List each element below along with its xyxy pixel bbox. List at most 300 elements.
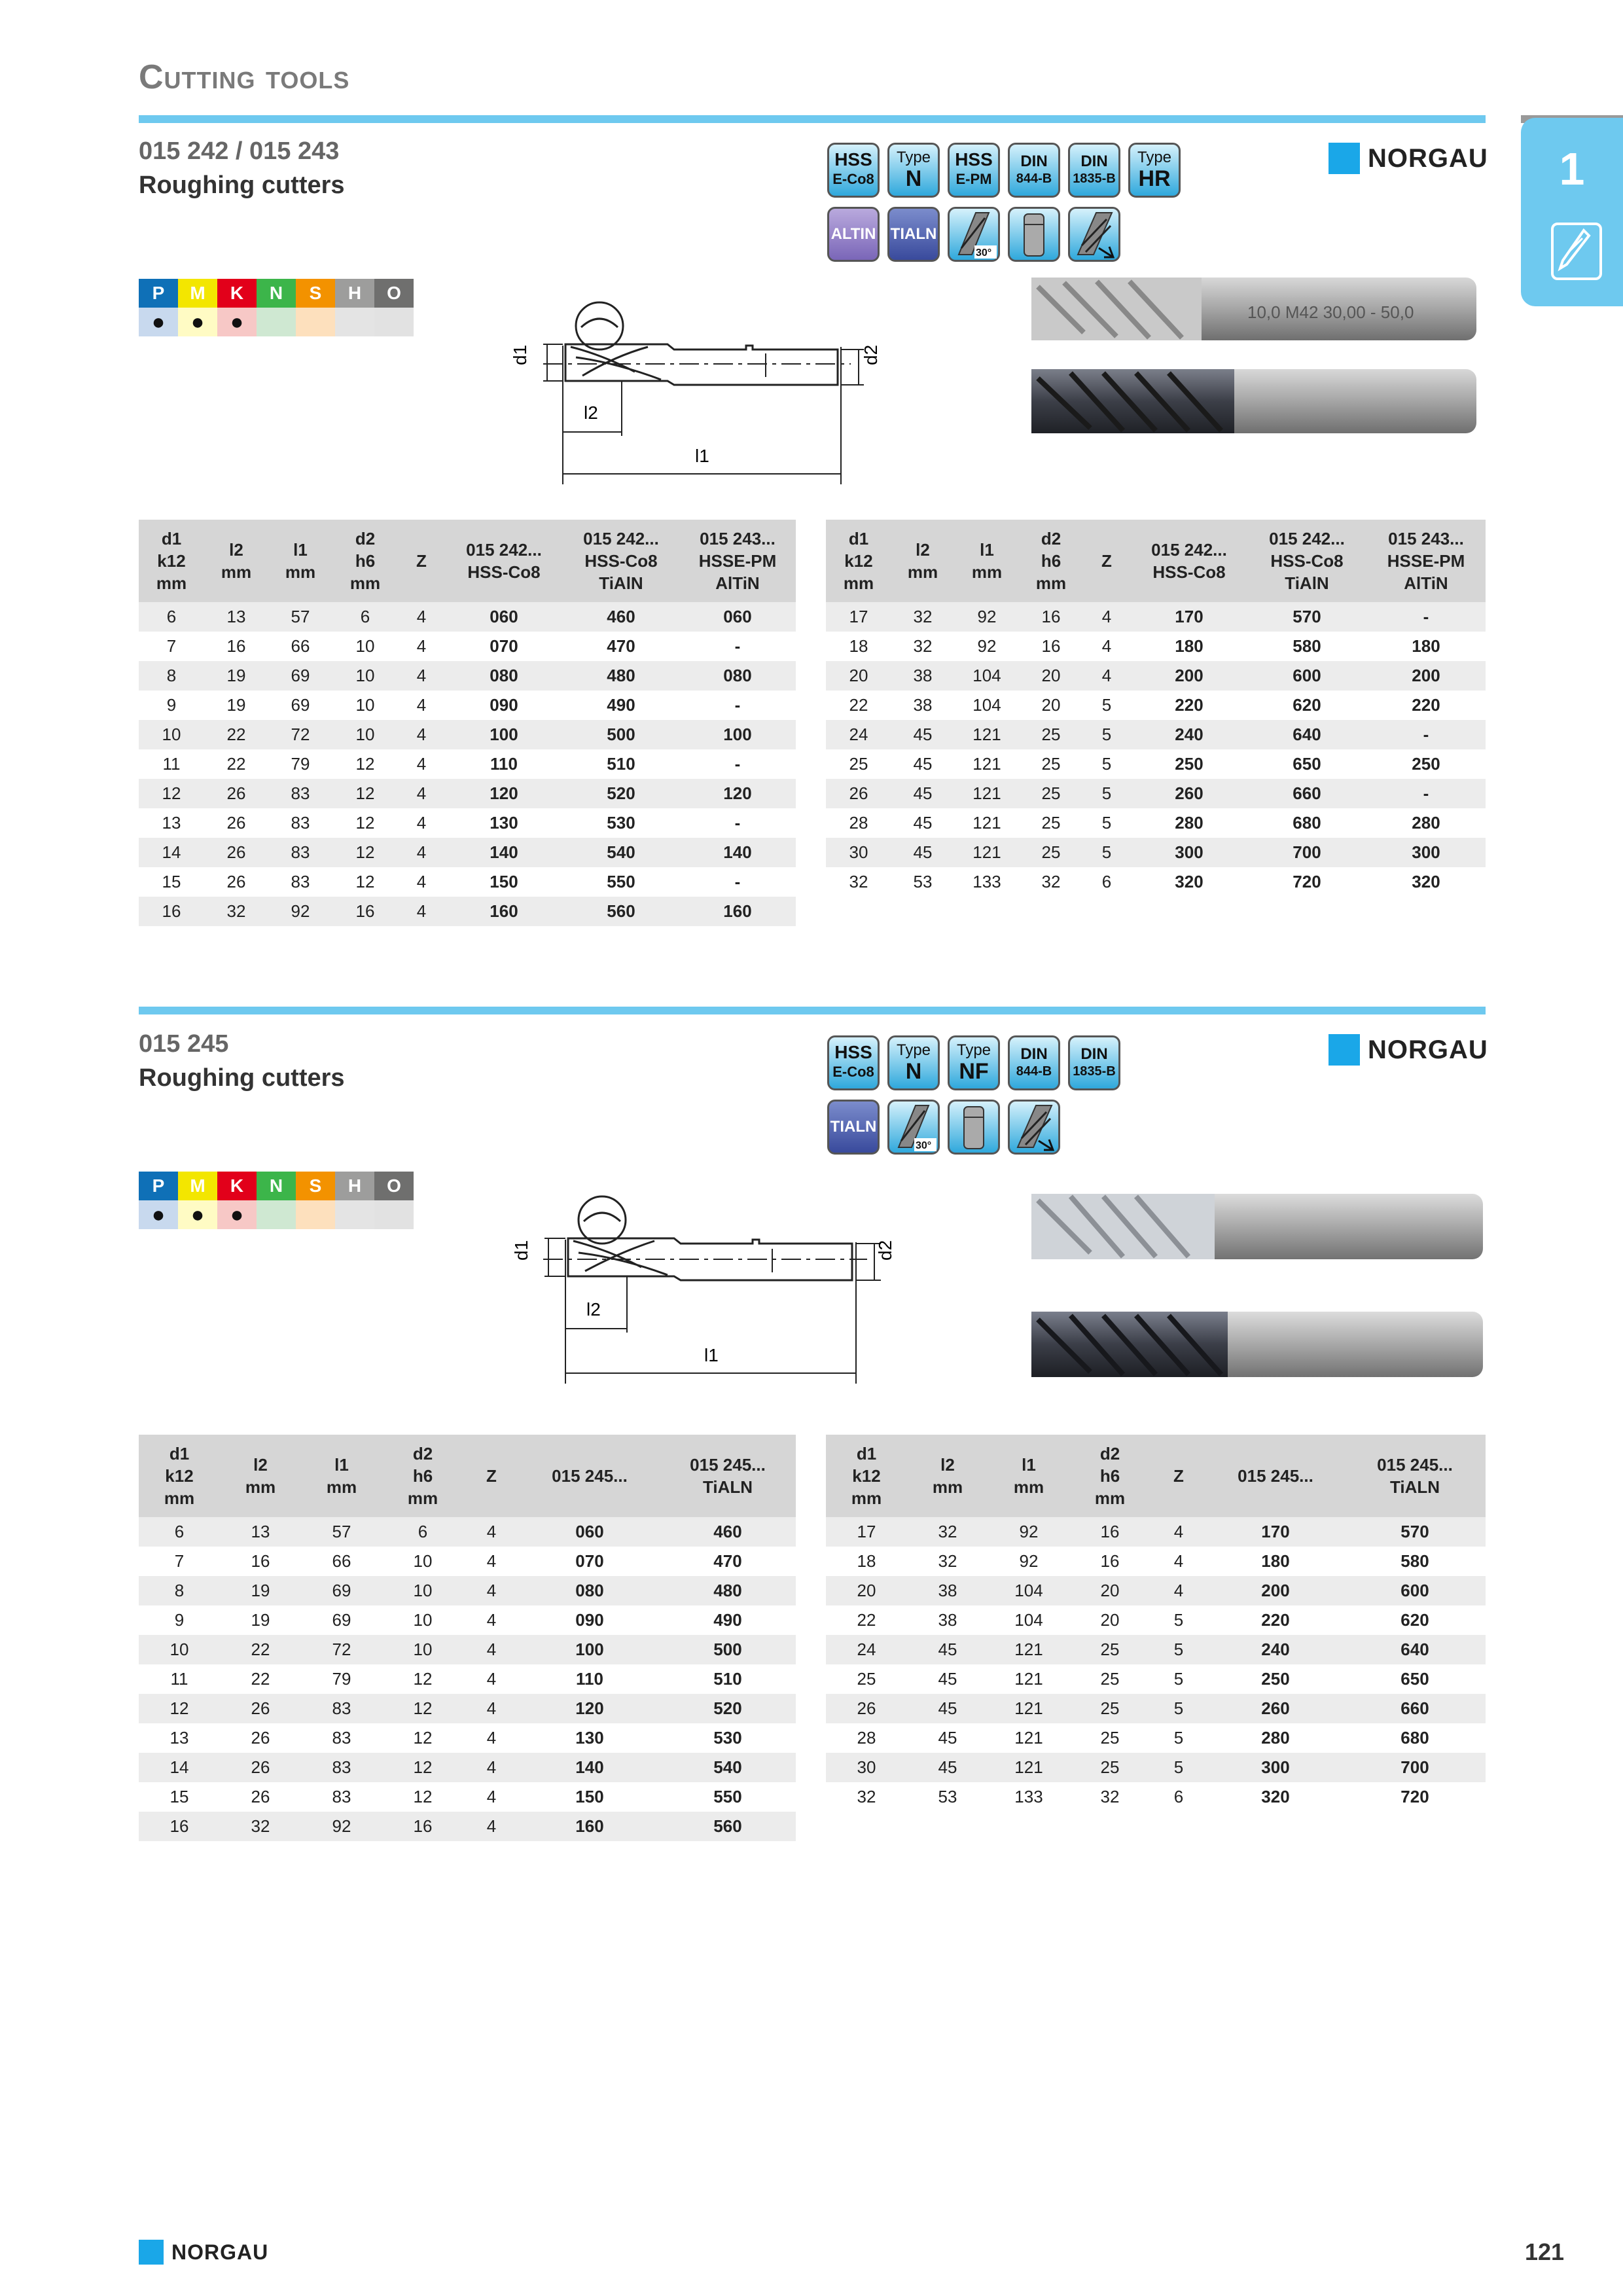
table-cell: 83: [268, 779, 332, 808]
column-header-line: mm: [851, 1488, 882, 1508]
column-header: [445, 520, 563, 602]
table-cell: 20: [1100, 1610, 1120, 1630]
table-cell: -: [734, 636, 741, 656]
column-header: [268, 520, 332, 602]
table-cell: 32: [857, 1787, 876, 1806]
table-cell: 4: [463, 1753, 520, 1782]
table-cell: 121: [1014, 1669, 1043, 1689]
badge-line1: DIN: [1080, 152, 1108, 170]
table-cell: 25: [1020, 779, 1082, 808]
table-cell: 250: [1261, 1669, 1290, 1689]
table-row: [826, 661, 1486, 691]
table-cell: 66: [291, 636, 310, 656]
table-cell: 16: [1020, 602, 1082, 632]
table-cell: 133: [1014, 1787, 1043, 1806]
table-row: [139, 779, 796, 808]
badge-line2: HR: [1138, 166, 1171, 191]
table-cell: 32: [938, 1551, 957, 1571]
table-cell: 45: [907, 1694, 988, 1723]
table-cell: 16: [1100, 1551, 1120, 1571]
table-cell: 9: [166, 695, 177, 715]
table-cell: 26: [251, 1728, 270, 1748]
section2-code: 015 245: [139, 1030, 229, 1058]
table-row: [826, 1547, 1486, 1576]
table-cell: 320: [1261, 1787, 1290, 1806]
section2-dimension-drawing: [484, 1187, 895, 1384]
table-cell: 640: [1344, 1635, 1486, 1664]
column-header-line: d2: [1041, 529, 1061, 548]
table-cell: 600: [1247, 661, 1366, 691]
table-cell: 20: [826, 1576, 907, 1605]
column-header-line: mm: [164, 1488, 195, 1508]
table-cell: 4: [416, 872, 427, 891]
table-cell: 25: [857, 1669, 876, 1689]
material-suitability-dot: ●: [217, 1200, 257, 1229]
table-cell: 25: [1069, 1694, 1150, 1723]
table-cell: 83: [291, 813, 310, 833]
column-header: [1131, 520, 1247, 602]
table-cell: 4: [463, 1576, 520, 1605]
table-cell: 12: [355, 813, 375, 833]
table-cell: 200: [1366, 661, 1486, 691]
section1-code: 015 242 / 015 243: [139, 137, 340, 165]
column-header-line: mm: [349, 573, 381, 593]
table-cell: 25: [1041, 754, 1061, 774]
table-cell: 300: [1366, 838, 1486, 867]
table-cell: 26: [204, 779, 268, 808]
table-cell: 170: [1207, 1517, 1344, 1547]
table-cell: 6: [382, 1517, 463, 1547]
table-cell: 470: [607, 636, 635, 656]
table-row: [139, 1576, 796, 1605]
badge-line1: DIN: [1020, 1045, 1048, 1063]
table-cell: -: [1366, 720, 1486, 749]
badge-line2: N: [905, 1059, 922, 1084]
material-p: [139, 1172, 178, 1229]
table-cell: 500: [563, 720, 679, 749]
table-cell: 121: [988, 1753, 1069, 1782]
material-o: [374, 279, 414, 336]
material-code: K: [217, 279, 257, 308]
table-cell: 69: [332, 1610, 351, 1630]
column-header-line: HSSE-PM: [1387, 551, 1465, 571]
page-title: Cutting tools: [139, 58, 350, 96]
table-cell: 4: [463, 1694, 520, 1723]
table-cell: 16: [382, 1812, 463, 1841]
material-code: M: [178, 1172, 217, 1200]
table-cell: 200: [1131, 661, 1247, 691]
table-cell: 18: [857, 1551, 876, 1571]
column-header: [826, 1435, 907, 1517]
badge-line1: HSS: [834, 1042, 872, 1062]
material-m: [178, 279, 217, 336]
table-cell: 320: [1412, 872, 1440, 891]
table-row: [826, 602, 1486, 632]
column-header-line: l1: [293, 540, 308, 560]
table-cell: 070: [490, 636, 518, 656]
column-header-line: mm: [245, 1477, 276, 1497]
table-cell: 104: [988, 1576, 1069, 1605]
column-header: [954, 520, 1020, 602]
column-header-line: k12: [852, 1466, 881, 1486]
table-cell: 5: [1082, 720, 1131, 749]
section2-product-photo: [1031, 1185, 1483, 1381]
column-header-line: d2: [1099, 1444, 1120, 1463]
column-header: [382, 1435, 463, 1517]
table-cell: 10: [332, 661, 398, 691]
dim-d2-label: d2: [861, 344, 881, 365]
table-cell: 4: [416, 695, 427, 715]
table-cell: 5: [1101, 695, 1112, 715]
page-number: 121: [1525, 2238, 1565, 2265]
table-cell: 4: [1173, 1551, 1184, 1571]
table-cell: 69: [268, 661, 332, 691]
table-cell: 28: [857, 1728, 876, 1748]
table-cell: 92: [268, 897, 332, 926]
table-cell: -: [1366, 779, 1486, 808]
table-cell: 11: [162, 754, 181, 774]
dim-d2-label: d2: [875, 1240, 895, 1261]
table-cell: 4: [486, 1669, 497, 1689]
column-header: [520, 1435, 660, 1517]
table-cell: 600: [1344, 1576, 1486, 1605]
table-cell: 480: [563, 661, 679, 691]
table-row: [139, 867, 796, 897]
material-code: M: [178, 279, 217, 308]
table-cell: 26: [226, 872, 246, 891]
column-header: [679, 520, 796, 602]
table-cell: 16: [139, 1812, 220, 1841]
dim-l2-label: l2: [584, 403, 598, 423]
helix-angle-label: 30°: [976, 247, 992, 259]
material-h: [335, 1172, 374, 1229]
table-cell: 13: [162, 813, 181, 833]
column-header-line: TiAlN: [599, 573, 643, 593]
badge-type-5: [1128, 143, 1181, 198]
badge-line1: DIN: [1020, 152, 1048, 170]
section2-brand: [1329, 1034, 1488, 1066]
table-cell: 700: [1247, 838, 1366, 867]
shank-icon: [1008, 207, 1060, 262]
section1-table-right: [826, 520, 1486, 897]
badge-type-1: [887, 143, 940, 198]
table-cell: 104: [954, 661, 1020, 691]
table-cell: 180: [1175, 636, 1204, 656]
table-row: [826, 838, 1486, 867]
table-row: [826, 1576, 1486, 1605]
material-code: P: [139, 279, 178, 308]
table-cell: 16: [332, 897, 398, 926]
table-cell: 92: [977, 636, 997, 656]
section2-table-right: [826, 1435, 1486, 1812]
table-cell: 240: [1131, 720, 1247, 749]
material-suitability-dot: ●: [139, 1200, 178, 1229]
material-k: [217, 279, 257, 336]
table-row: [139, 661, 796, 691]
brand-name: NORGAU: [1368, 1035, 1488, 1064]
table-cell: 9: [174, 1610, 185, 1630]
table-cell: 12: [355, 754, 375, 774]
table-cell: 79: [332, 1669, 351, 1689]
column-header-line: mm: [285, 562, 316, 582]
table-cell: 45: [907, 1753, 988, 1782]
table-cell: 19: [220, 1576, 301, 1605]
material-suitability-dot: [374, 308, 414, 336]
column-header: [1069, 1435, 1150, 1517]
table-cell: 100: [679, 720, 796, 749]
table-cell: 32: [849, 872, 868, 891]
table-cell: 83: [291, 872, 310, 891]
table-row: [826, 632, 1486, 661]
table-cell: 32: [891, 602, 954, 632]
table-cell: 5: [1173, 1610, 1184, 1630]
column-header-line: mm: [1035, 573, 1067, 593]
column-header: [1020, 520, 1082, 602]
badge-line2: E-Co8: [832, 1064, 874, 1080]
table-row: [826, 1782, 1486, 1812]
material-code: N: [257, 1172, 296, 1200]
table-cell: 57: [301, 1517, 382, 1547]
table-row: [139, 1635, 796, 1664]
column-header-line: h6: [1099, 1466, 1120, 1486]
dim-d1-label: d1: [510, 344, 530, 365]
column-header-line: h6: [355, 551, 376, 571]
table-cell: 8: [139, 661, 204, 691]
column-header: [220, 1435, 301, 1517]
table-cell: 500: [660, 1635, 796, 1664]
table-cell: 15: [169, 1787, 189, 1806]
material-suitability-dot: ●: [139, 308, 178, 336]
badge-line1: Type: [896, 149, 931, 166]
table-cell: 10: [332, 720, 398, 749]
table-cell: 4: [1101, 636, 1112, 656]
table-cell: 26: [220, 1753, 301, 1782]
table-cell: 4: [486, 1728, 497, 1748]
table-row: [139, 720, 796, 749]
column-header-line: Z: [416, 551, 427, 571]
table-cell: 14: [139, 1753, 220, 1782]
section1-dimension-drawing: [484, 295, 881, 484]
table-cell: 300: [1207, 1753, 1344, 1782]
table-cell: 25: [1100, 1728, 1120, 1748]
table-row: [139, 838, 796, 867]
column-header: [204, 520, 268, 602]
column-header-line: 015 242...: [583, 529, 659, 548]
table-cell: 26: [226, 813, 246, 833]
table-cell: 19: [226, 695, 246, 715]
column-header-line: d1: [169, 1444, 190, 1463]
table-cell: 22: [220, 1635, 301, 1664]
column-header: [463, 1435, 520, 1517]
chapter-number: 1: [1559, 143, 1585, 194]
table-cell: 5: [1173, 1728, 1184, 1748]
material-suitability-dot: ●: [178, 308, 217, 336]
table-cell: 4: [398, 720, 445, 749]
table-row: [826, 1723, 1486, 1753]
table-cell: -: [1366, 602, 1486, 632]
table-cell: 280: [1261, 1728, 1290, 1748]
table-cell: 25: [1020, 838, 1082, 867]
column-header: [1247, 520, 1366, 602]
table-cell: 121: [972, 813, 1001, 833]
chip-breaker-icon: [1068, 207, 1120, 262]
table-cell: 220: [1261, 1610, 1290, 1630]
table-cell: 92: [954, 602, 1020, 632]
table-cell: 22: [849, 695, 868, 715]
table-cell: 580: [1293, 636, 1321, 656]
table-cell: 4: [398, 897, 445, 926]
material-code: S: [296, 279, 335, 308]
badge-din-3: [1008, 1035, 1060, 1090]
table-cell: 550: [607, 872, 635, 891]
table-cell: 5: [1101, 813, 1112, 833]
table-cell: 520: [660, 1694, 796, 1723]
table-row: [139, 1694, 796, 1723]
material-o: [374, 1172, 414, 1229]
table-cell: 19: [251, 1610, 270, 1630]
badge-line2: 844-B: [1016, 171, 1052, 186]
dim-l1-label: l1: [704, 1345, 719, 1365]
table-cell: 200: [1207, 1576, 1344, 1605]
column-header-line: TiALN: [1389, 1477, 1440, 1497]
column-header-line: Z: [486, 1466, 497, 1486]
table-cell: 72: [268, 720, 332, 749]
table-cell: 38: [938, 1610, 957, 1630]
badge-line2: N: [905, 166, 922, 191]
table-cell: 120: [520, 1694, 660, 1723]
badge-din-4: [1068, 1035, 1120, 1090]
badge-line1: DIN: [1080, 1045, 1108, 1063]
table-cell: 150: [490, 872, 518, 891]
section1-material-table: [139, 279, 414, 336]
table-cell: 060: [445, 602, 563, 632]
table-cell: 080: [445, 661, 563, 691]
table-cell: 38: [907, 1576, 988, 1605]
material-code: K: [217, 1172, 257, 1200]
table-row: [826, 749, 1486, 779]
table-cell: 530: [713, 1728, 742, 1748]
table-cell: 12: [355, 872, 375, 891]
column-header-line: mm: [843, 573, 874, 593]
table-cell: 720: [1293, 872, 1321, 891]
footer-brand: [139, 2240, 268, 2265]
table-cell: 25: [1069, 1753, 1150, 1782]
table-cell: 121: [954, 720, 1020, 749]
table-cell: 10: [413, 1610, 433, 1630]
table-cell: 53: [938, 1787, 957, 1806]
table-cell: 110: [576, 1669, 603, 1689]
column-header-line: 015 245...: [1377, 1455, 1453, 1475]
table-cell: 4: [1082, 661, 1131, 691]
table-row: [139, 1547, 796, 1576]
badge-type-2: [948, 1035, 1000, 1090]
table-row: [139, 602, 796, 632]
table-cell: 25: [1020, 720, 1082, 749]
table-cell: 12: [382, 1694, 463, 1723]
table-cell: 4: [1082, 602, 1131, 632]
table-cell: 69: [301, 1576, 382, 1605]
table-cell: 080: [679, 661, 796, 691]
table-cell: 13: [204, 602, 268, 632]
table-row: [139, 749, 796, 779]
table-cell: 25: [849, 754, 868, 774]
table-cell: 12: [139, 779, 204, 808]
table-cell: 140: [520, 1753, 660, 1782]
table-cell: 45: [891, 779, 954, 808]
table-cell: 560: [660, 1812, 796, 1841]
table-row: [139, 1723, 796, 1753]
table-cell: 10: [139, 1635, 220, 1664]
table-cell: 11: [170, 1669, 188, 1689]
table-cell: 5: [1173, 1669, 1184, 1689]
column-header: [1207, 1435, 1344, 1517]
table-cell: 540: [660, 1753, 796, 1782]
table-cell: 470: [713, 1551, 742, 1571]
table-cell: 120: [445, 779, 563, 808]
brand-name: NORGAU: [1368, 143, 1488, 173]
table-cell: 12: [139, 1694, 220, 1723]
material-h: [335, 279, 374, 336]
column-header: [891, 520, 954, 602]
table-cell: 92: [1019, 1551, 1039, 1571]
table-cell: 14: [139, 838, 204, 867]
table-cell: 38: [891, 661, 954, 691]
badge-line1: HSS: [834, 149, 872, 170]
table-cell: 8: [139, 1576, 220, 1605]
column-header-line: k12: [165, 1466, 194, 1486]
table-cell: 12: [332, 838, 398, 867]
table-cell: 570: [1344, 1517, 1486, 1547]
table-cell: 220: [1175, 695, 1204, 715]
table-cell: 180: [1412, 636, 1440, 656]
column-header: [398, 520, 445, 602]
table-cell: 580: [1400, 1551, 1429, 1571]
table-cell: 620: [1400, 1610, 1429, 1630]
coating-tialn-badge: TIALN: [827, 1100, 880, 1155]
table-cell: 30: [826, 1753, 907, 1782]
table-cell: 7: [166, 636, 177, 656]
section1-product-photo: [1031, 274, 1476, 437]
table-row: [139, 632, 796, 661]
badge-line1: Type: [896, 1041, 931, 1059]
material-s: [296, 1172, 335, 1229]
brand-square-icon: [139, 2240, 164, 2265]
dim-l2-label: l2: [586, 1299, 601, 1319]
table-cell: 4: [486, 1551, 497, 1571]
table-cell: 26: [826, 1694, 907, 1723]
table-cell: -: [734, 754, 741, 774]
table-cell: 4: [416, 754, 427, 774]
column-header: [139, 1435, 220, 1517]
table-cell: 22: [204, 720, 268, 749]
column-header-line: AlTiN: [715, 573, 760, 593]
material-m: [178, 1172, 217, 1229]
table-row: [139, 1517, 796, 1547]
section2-rule: [139, 1007, 1486, 1014]
chip-breaker-icon: [1008, 1100, 1060, 1155]
dim-d1-label: d1: [511, 1240, 531, 1261]
table-cell: 140: [679, 838, 796, 867]
table-cell: 19: [204, 661, 268, 691]
column-header: [988, 1435, 1069, 1517]
badge-type-1: [887, 1035, 940, 1090]
column-header: [907, 1435, 988, 1517]
material-code: S: [296, 1172, 335, 1200]
table-cell: 460: [660, 1517, 796, 1547]
table-cell: 104: [1014, 1610, 1043, 1630]
table-cell: 650: [1400, 1669, 1429, 1689]
table-row: [139, 1664, 796, 1694]
